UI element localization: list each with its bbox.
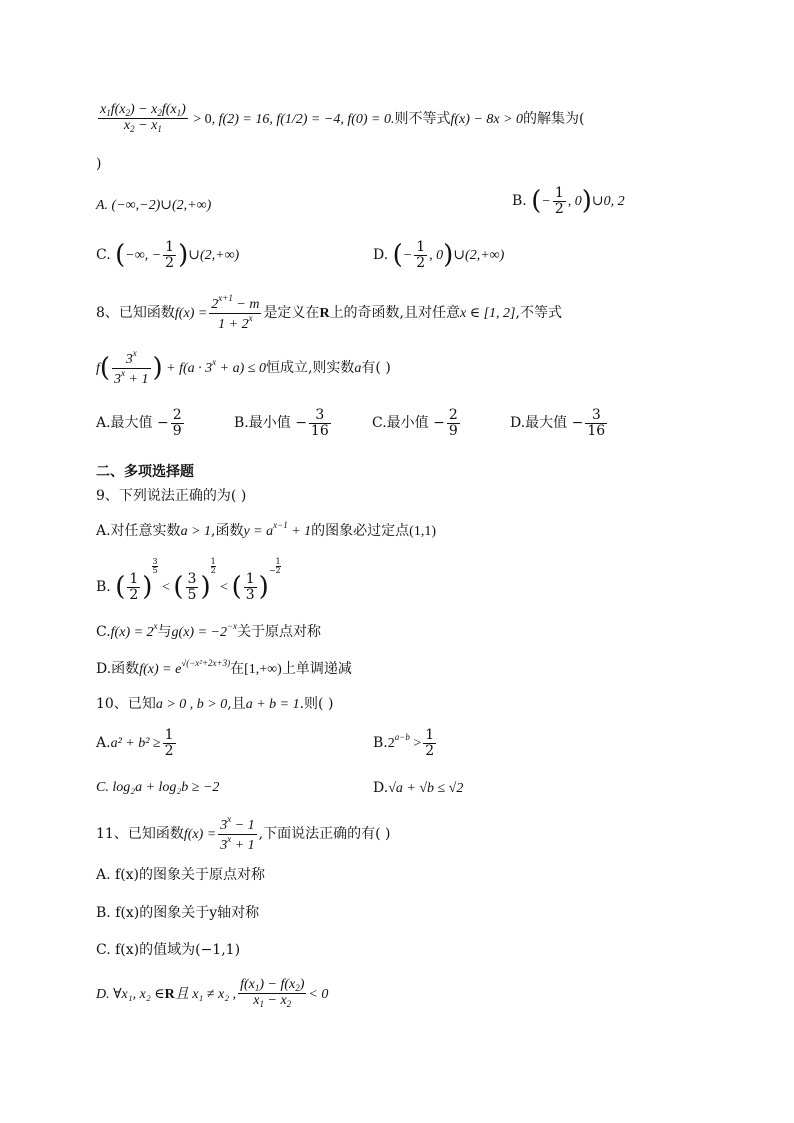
q9-c-gexp: −x bbox=[226, 621, 238, 631]
q9-a-cond: a > 1 bbox=[180, 524, 212, 539]
q7-b-frac: $\frac{1}{2}$ bbox=[554, 185, 564, 217]
q10-stem-pre: 10、已知 bbox=[96, 696, 156, 712]
q8-option-d bbox=[510, 408, 609, 438]
q11-option-c: C. f(x)的值域为(−1,1) bbox=[96, 942, 241, 958]
q9-c-f: f(x) = 2 bbox=[110, 625, 154, 640]
q9-a-tail: 的图象必过定点 bbox=[311, 523, 410, 539]
q7-d-frac: $\frac{1}{2}$ bbox=[416, 239, 426, 271]
q8-mid2: 上的奇函数,且对任意 bbox=[329, 305, 461, 322]
q9-d-tail: 上单调递减 bbox=[281, 661, 352, 677]
q7-option-d-tail: ∪(2,+∞) bbox=[453, 248, 505, 264]
q11-d-R: R bbox=[164, 986, 175, 1002]
q11-tail: ,下面说法正确的有( ) bbox=[258, 826, 391, 843]
q7-c-frac: $\frac{1}{2}$ bbox=[165, 239, 175, 271]
q8-func-frac: $\frac{2^{x+1} - m}{1 + 2^x}$ bbox=[211, 293, 260, 332]
q8-line1: 8、已知函数f(x) = $\frac{2^{x+1} - m}{1 + 2^x}$ 是定义在R上的奇函数,且对任意x ∈ [1, 2],不等式 bbox=[96, 293, 562, 332]
q8-option-a bbox=[96, 408, 186, 438]
q10-b-frac: $\frac{1}{2}$ bbox=[425, 727, 435, 759]
q7-option-c-label: C. bbox=[96, 247, 111, 264]
q11-prefix: 11、已知函数 bbox=[96, 826, 184, 843]
q8-option-b-label: B.最小值 − bbox=[234, 415, 307, 432]
q10-stem bbox=[96, 697, 333, 712]
q8-c-frac: $\frac{2}{9}$ bbox=[448, 407, 458, 439]
q9-d-exp: √(−x²+2x+3) bbox=[181, 658, 231, 668]
q9-option-d bbox=[96, 659, 352, 677]
q9-a-exp: x−1 bbox=[273, 520, 288, 530]
q10-b-ge: > bbox=[409, 736, 422, 752]
q10-option-d bbox=[373, 780, 463, 797]
q7-option-a: A. (−∞,−2)∪(2,+∞) bbox=[96, 198, 212, 213]
q10-tail: .则( ) bbox=[299, 696, 334, 712]
q7-conditions: , f(2) = 16, f(1/2) = −4, f(0) = 0. bbox=[211, 111, 395, 127]
q10-d-label: D. bbox=[373, 780, 389, 796]
q8-option-c-label: C.最小值 − bbox=[372, 415, 445, 432]
q8-option-a-label: A.最大值 − bbox=[96, 415, 169, 432]
q11-option-a: A. f(x)的图象关于原点对称 bbox=[96, 867, 266, 883]
q11-option-b: B. f(x)的图象关于y轴对称 bbox=[96, 905, 260, 921]
q7-line2: ) bbox=[96, 156, 102, 172]
q8-line2-tail: 有( ) bbox=[361, 360, 391, 377]
q8-mid: 是定义在 bbox=[263, 305, 320, 322]
q10-option-c: C. log₂a + log₂b ≥ −2 bbox=[96, 780, 220, 795]
q8-inner-frac: $\frac{3^x}{3^x + 1}$ bbox=[114, 348, 149, 387]
q10-b-exp: a−b bbox=[394, 732, 410, 743]
q9-a-mid: ,函数 bbox=[211, 523, 244, 539]
q11-frac: $\frac{3^x - 1}{3^x + 1}$ bbox=[220, 814, 255, 853]
q11-stem bbox=[96, 815, 390, 853]
q9-c-fexp: x bbox=[153, 621, 158, 631]
q9-b-label: B. bbox=[96, 579, 111, 595]
q9-a-plus: + 1 bbox=[287, 524, 312, 539]
q8-b-frac: $\frac{3}{16}$ bbox=[310, 407, 329, 439]
q7-option-b-label: B. bbox=[512, 193, 527, 210]
q7-option-b: B. (− $\frac{1}{2}$ , 0)∪0, 2 bbox=[512, 185, 625, 217]
q7-option-d: D. (− $\frac{1}{2}$ , 0)∪(2,+∞) bbox=[373, 239, 505, 271]
q7-inequality: f(x) − 8x > 0 bbox=[450, 111, 524, 127]
q10-d-expr: √a + √b ≤ √2 bbox=[388, 781, 464, 796]
q10-a-label: A. bbox=[96, 735, 111, 752]
section-heading: 二、多项选择题 bbox=[96, 464, 194, 480]
q8-range: x ∈ [1, 2] bbox=[460, 306, 516, 322]
q10-b-label: B. bbox=[373, 735, 388, 752]
q7-option-c-tail: ∪(2,+∞) bbox=[188, 248, 240, 264]
q7-text: 则不等式 bbox=[394, 110, 451, 127]
q9-b-frac3: $\frac{1}{3}$ bbox=[245, 570, 255, 603]
q10-option-b bbox=[373, 728, 438, 758]
q7-option-b-tail: ∪0, 2 bbox=[591, 194, 625, 210]
q8-option-c bbox=[372, 408, 462, 438]
q11-d-end: < 0 bbox=[308, 986, 329, 1002]
q11-d-mid: 且 x₁ ≠ x₂ , bbox=[174, 986, 237, 1002]
q9-c-tail: 关于原点对称 bbox=[237, 624, 322, 640]
q10-cond: a > 0 , b > 0 bbox=[155, 697, 228, 712]
q9-b-frac2: $\frac{3}{5}$ bbox=[187, 570, 197, 603]
q9-option-a bbox=[96, 521, 436, 539]
q7-option-c: C. (−∞, − $\frac{1}{2}$ )∪(2,+∞) bbox=[96, 239, 240, 271]
q8-option-b bbox=[234, 408, 333, 438]
q9-a-point: (1,1) bbox=[409, 524, 436, 539]
q9-a-func: y = a bbox=[243, 524, 274, 539]
q11-option-d bbox=[96, 978, 328, 1010]
q9-option-b: B. ( $\frac{1}{2}$ ) $\frac{3}{5}$ < ( $\frac{3}{5}$ ) $\frac{1}{2}$ < ( $\frac{1}{3}$ )− $\frac{1}{2}$ bbox=[96, 557, 281, 603]
q9-stem: 9、下列说法正确的为( ) bbox=[96, 488, 247, 504]
q10-sum: a + b = 1 bbox=[245, 697, 300, 712]
q7-line1: $\frac{x_1f(x_2) - x_2f(x_1)}{x_2 - x_1}$ > 0, f(2) = 16, f(1/2) = −4, f(0) = 0.则不等式f(x) − 8x > 0的解集为( bbox=[100, 102, 585, 135]
q9-a-pre: A.对任意实数 bbox=[96, 523, 181, 539]
q11-d-frac: $\frac{f(x_1) - f(x_2)}{x_1 - x_2}$ bbox=[240, 977, 305, 1010]
q9-d-in: 在 bbox=[230, 661, 245, 677]
q7-option-d-label: D. bbox=[373, 247, 389, 264]
q10-a-expr: a² + b² ≥ bbox=[110, 736, 161, 752]
q8-a-frac: $\frac{2}{9}$ bbox=[172, 407, 182, 439]
q9-c-label: C. bbox=[96, 624, 111, 640]
q8-line2-end: 恒成立,则实数 bbox=[265, 360, 355, 377]
q11-d-pre: D. ∀x₁, x₂ ∈ bbox=[96, 986, 165, 1002]
q10-option-a bbox=[96, 728, 178, 758]
q8-R: R bbox=[319, 306, 330, 322]
q9-option-c bbox=[96, 622, 321, 640]
q7-fraction: $\frac{x_1f(x_2) - x_2f(x_1)}{x_2 - x_1}$ bbox=[100, 102, 186, 135]
q9-d-pre: D.函数 bbox=[96, 661, 140, 677]
q9-d-interval: [1,+∞) bbox=[244, 662, 282, 677]
q10-a-frac: $\frac{1}{2}$ bbox=[164, 727, 174, 759]
q9-c-and: 与 bbox=[157, 624, 172, 640]
q9-d-f: f(x) = e bbox=[139, 662, 182, 677]
q8-end: ,不等式 bbox=[515, 305, 562, 322]
q8-prefix: 8、已知函数 bbox=[96, 305, 175, 322]
q9-b-frac1: $\frac{1}{2}$ bbox=[129, 570, 139, 603]
q9-c-g: g(x) = −2 bbox=[171, 625, 227, 640]
q11-fx: f(x) = bbox=[183, 827, 217, 843]
q8-a: a bbox=[354, 361, 362, 377]
q10-b-expr: 2 bbox=[387, 736, 395, 752]
q8-option-d-label: D.最大值 − bbox=[510, 415, 584, 432]
q8-d-frac: $\frac{3}{16}$ bbox=[587, 407, 606, 439]
q10-mid: ,且 bbox=[227, 696, 246, 712]
q7-end: 的解集为( bbox=[523, 110, 585, 127]
q8-line2: f( $\frac{3^x}{3^x + 1}$ ) + $f(a \cdot 3^x + a) \le 0$恒成立,则实数a有( ) bbox=[96, 348, 391, 387]
